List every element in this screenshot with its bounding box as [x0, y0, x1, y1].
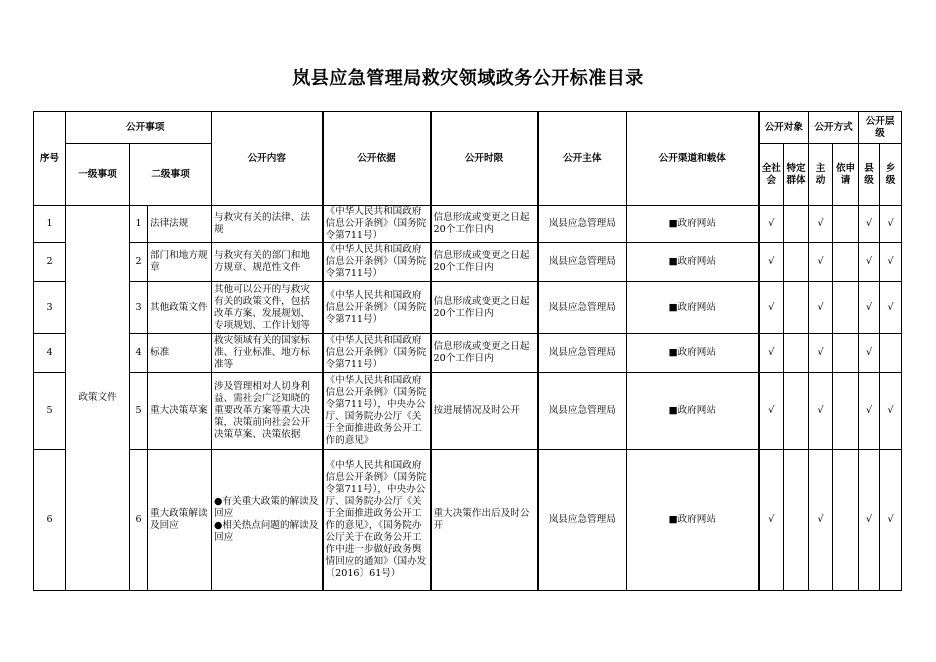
row-basis: 《中华人民共和国政府信息公开条例》（国务院令第711号）	[323, 243, 431, 282]
table-row	[34, 373, 902, 450]
row-sub-no: 4	[130, 334, 148, 373]
header-level-township: 乡级	[880, 144, 902, 206]
row-content	[212, 450, 323, 591]
row-mode-request	[833, 282, 859, 334]
level1-item: 政策文件	[66, 206, 130, 591]
table-row	[34, 334, 902, 373]
header-target: 公开对象	[759, 112, 809, 144]
row-content: 其他可以公开的与救灾有关的政策文件，包括改革方案、发展规划、专项规划、工作计划等	[212, 282, 323, 334]
row-subject: 岚县应急管理局	[538, 334, 627, 373]
row-level-county: √	[859, 243, 880, 282]
row-subject: 岚县应急管理局	[538, 373, 627, 450]
row-level2: 其他政策文件	[148, 282, 212, 334]
row-channel: ■政府网站	[627, 373, 759, 450]
row-basis: 《中华人民共和国政府信息公开条例》（国务院令第711号）	[323, 282, 431, 334]
header-target-all: 全社会	[759, 144, 784, 206]
row-sub-no: 3	[130, 282, 148, 334]
row-target-all: √	[759, 282, 784, 334]
row-mode-active: √	[809, 243, 833, 282]
row-level-county: √	[859, 282, 880, 334]
row-time: 重大决策作出后及时公开	[431, 450, 538, 591]
row-basis: 《中华人民共和国政府信息公开条例》（国务院令第711号）	[323, 206, 431, 243]
header-time: 公开时限	[431, 112, 538, 206]
row-target-specific	[784, 373, 809, 450]
header-matters: 公开事项	[66, 112, 212, 144]
row-target-all: √	[759, 243, 784, 282]
table-row	[34, 206, 902, 243]
header-level2: 二级事项	[130, 144, 212, 206]
row-seq: 4	[34, 334, 66, 373]
row-target-specific	[784, 206, 809, 243]
row-mode-active: √	[809, 282, 833, 334]
row-basis: 《中华人民共和国政府信息公开条例》（国务院令第711号），中央办公厅、国务院办公厅《关于全面推进政务公开工作的意见》	[323, 373, 431, 450]
row-channel: ■政府网站	[627, 282, 759, 334]
row-seq: 1	[34, 206, 66, 243]
row-level-township	[880, 334, 902, 373]
row-seq: 2	[34, 243, 66, 282]
row-level-township: √	[880, 373, 902, 450]
catalog-table	[33, 111, 902, 591]
row-mode-active: √	[809, 450, 833, 591]
row-target-all: √	[759, 450, 784, 591]
header-level1: 一级事项	[66, 144, 130, 206]
header-mode: 公开方式	[809, 112, 859, 144]
row-basis: 《中华人民共和国政府信息公开条例》（国务院令第711号）	[323, 334, 431, 373]
row-level-county: √	[859, 334, 880, 373]
content-bullet: ●有关重大政策的解读及回应	[214, 496, 319, 519]
header-content: 公开内容	[212, 112, 323, 206]
page-title: 岚县应急管理局救灾领域政务公开标准目录	[292, 68, 644, 89]
row-channel: ■政府网站	[627, 450, 759, 591]
row-subject: 岚县应急管理局	[538, 450, 627, 591]
row-channel: ■政府网站	[627, 206, 759, 243]
row-level-county: √	[859, 206, 880, 243]
row-level-county: √	[859, 450, 880, 591]
row-sub-no: 6	[130, 450, 148, 591]
row-target-specific	[784, 243, 809, 282]
row-time: 信息形成或变更之日起20个工作日内	[431, 282, 538, 334]
row-subject: 岚县应急管理局	[538, 282, 627, 334]
row-content: 涉及管理相对人切身利益、需社会广泛知晓的重要改革方案等重大决策，决策前向社会公开决策草案、决策依据	[212, 373, 323, 450]
row-content: 与救灾有关的法律、法规	[212, 206, 323, 243]
row-level-county: √	[859, 373, 880, 450]
header-mode-active: 主动	[809, 144, 833, 206]
header-seq: 序号	[34, 112, 66, 206]
row-mode-request	[833, 450, 859, 591]
row-mode-active: √	[809, 206, 833, 243]
row-sub-no: 2	[130, 243, 148, 282]
row-basis: 《中华人民共和国政府信息公开条例》（国务院令第711号），中央办公厅、国务院办公厅《关于全面推进政务公开工作的意见》，《国务院办公厅关于在政务公开工作中进一步做好政务舆情回应的通知》（国办发〔2016〕61号）	[323, 450, 431, 591]
row-mode-request	[833, 373, 859, 450]
row-level-township: √	[880, 450, 902, 591]
row-mode-request	[833, 334, 859, 373]
table-body	[34, 206, 902, 591]
row-mode-active: √	[809, 373, 833, 450]
row-target-all: √	[759, 373, 784, 450]
row-level2: 标准	[148, 334, 212, 373]
header-mode-request: 依申请	[833, 144, 859, 206]
row-target-specific	[784, 282, 809, 334]
row-sub-no: 1	[130, 206, 148, 243]
header-basis: 公开依据	[323, 112, 431, 206]
header-level-county: 县级	[859, 144, 880, 206]
row-level2: 部门和地方规章	[148, 243, 212, 282]
row-time: 信息形成或变更之日起20个工作日内	[431, 334, 538, 373]
content-bullet: ●相关热点问题的解读及回应	[214, 520, 319, 543]
row-mode-active: √	[809, 334, 833, 373]
header-target-specific: 特定群体	[784, 144, 809, 206]
row-seq: 6	[34, 450, 66, 591]
header-subject: 公开主体	[538, 112, 627, 206]
header-level: 公开层级	[859, 112, 902, 144]
row-time: 信息形成或变更之日起20个工作日内	[431, 206, 538, 243]
row-seq: 5	[34, 373, 66, 450]
row-time: 按进展情况及时公开	[431, 373, 538, 450]
table-row	[34, 450, 902, 591]
row-mode-request	[833, 243, 859, 282]
row-seq: 3	[34, 282, 66, 334]
row-content: 与救灾有关的部门和地方规章、规范性文件	[212, 243, 323, 282]
table-row	[34, 282, 902, 334]
row-channel: ■政府网站	[627, 243, 759, 282]
row-target-specific	[784, 334, 809, 373]
row-level-township: √	[880, 243, 902, 282]
row-level-township: √	[880, 206, 902, 243]
row-subject: 岚县应急管理局	[538, 206, 627, 243]
row-target-all: √	[759, 206, 784, 243]
header-channel: 公开渠道和载体	[627, 112, 759, 206]
table-row	[34, 243, 902, 282]
row-level2: 重大决策草案	[148, 373, 212, 450]
row-subject: 岚县应急管理局	[538, 243, 627, 282]
row-level2: 重大政策解读及回应	[148, 450, 212, 591]
row-content: 救灾领域有关的国家标准、行业标准、地方标准等	[212, 334, 323, 373]
row-target-all: √	[759, 334, 784, 373]
row-target-specific	[784, 450, 809, 591]
row-time: 信息形成或变更之日起20个工作日内	[431, 243, 538, 282]
row-level-township: √	[880, 282, 902, 334]
row-sub-no: 5	[130, 373, 148, 450]
row-mode-request	[833, 206, 859, 243]
row-channel: ■政府网站	[627, 334, 759, 373]
row-level2: 法律法规	[148, 206, 212, 243]
